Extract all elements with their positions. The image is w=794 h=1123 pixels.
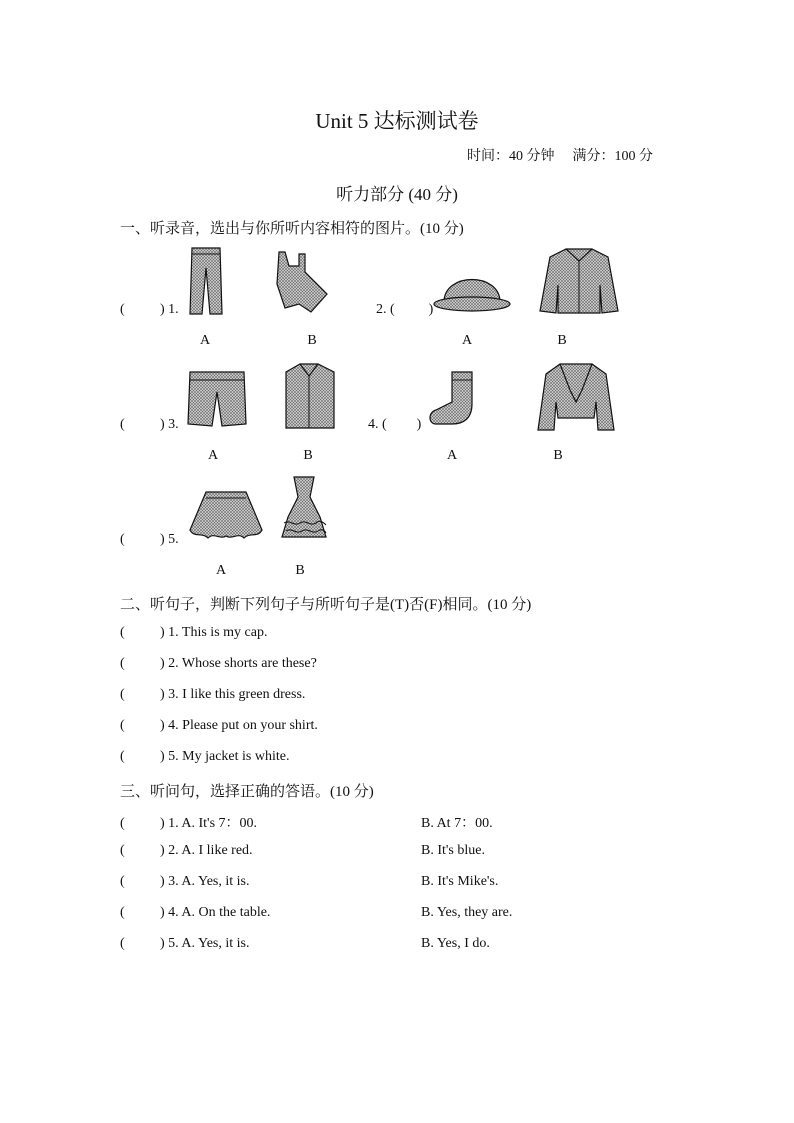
trousers-icon xyxy=(188,246,224,316)
q5-label-a: A xyxy=(215,563,227,578)
s2-item-3[interactable]: ( ) 3. I like this green dress. xyxy=(120,687,306,702)
s3-item-5-b: B. Yes, I do. xyxy=(421,936,490,951)
s3-item-3-b: B. It's Mike's. xyxy=(421,874,499,889)
part-title: 听力部分 (40 分) xyxy=(336,185,458,204)
q1-label-b: B xyxy=(307,333,317,348)
page-title: Unit 5 达标测试卷 xyxy=(315,109,479,133)
dress-icon xyxy=(265,248,331,314)
s2-item-5[interactable]: ( ) 5. My jacket is white. xyxy=(120,749,290,764)
q1-blank[interactable]: ( ) 1. xyxy=(120,302,179,317)
shorts-icon xyxy=(186,368,248,430)
q5-blank[interactable]: ( ) 5. xyxy=(120,532,179,547)
q1-label-a: A xyxy=(199,333,211,348)
s3-item-2-a[interactable]: ( ) 2. A. I like red. xyxy=(120,843,253,858)
time-limit: 时间：40 分钟 xyxy=(467,149,555,164)
q2-label-a: A xyxy=(461,333,473,348)
q5-label-b: B xyxy=(295,563,305,578)
section3-heading: 三、听问句，选择正确的答语。(10 分) xyxy=(120,784,374,800)
full-score: 满分：100 分 xyxy=(572,149,653,164)
q2-label-b: B xyxy=(557,333,567,348)
jacket-icon xyxy=(538,245,620,317)
s3-item-2-b: B. It's blue. xyxy=(421,843,485,858)
s3-item-5-a[interactable]: ( ) 5. A. Yes, it is. xyxy=(120,936,250,951)
s2-item-1[interactable]: ( ) 1. This is my cap. xyxy=(120,625,268,640)
q3-label-a: A xyxy=(207,448,219,463)
q4-label-b: B xyxy=(553,448,563,463)
shirt-icon xyxy=(280,362,338,432)
q4-label-a: A xyxy=(446,448,458,463)
s3-item-4-b: B. Yes, they are. xyxy=(421,905,513,920)
q2-blank[interactable]: 2. ( ) xyxy=(376,302,434,317)
frilly-dress-icon xyxy=(280,473,328,547)
q4-blank[interactable]: 4. ( ) xyxy=(368,417,422,432)
section1-heading: 一、听录音，选出与你所听内容相符的图片。(10 分) xyxy=(120,221,464,237)
s2-item-4[interactable]: ( ) 4. Please put on your shirt. xyxy=(120,718,318,733)
q3-label-b: B xyxy=(303,448,313,463)
sock-icon xyxy=(428,370,480,426)
section2-heading: 二、听句子，判断下列句子与所听句子是(T)否(F)相同。(10 分) xyxy=(120,597,532,613)
s3-item-1-b: B. At 7：00. xyxy=(421,816,493,831)
hat-icon xyxy=(430,262,514,314)
skirt-icon xyxy=(186,488,266,544)
s2-item-2[interactable]: ( ) 2. Whose shorts are these? xyxy=(120,656,317,671)
s3-item-3-a[interactable]: ( ) 3. A. Yes, it is. xyxy=(120,874,250,889)
s3-item-4-a[interactable]: ( ) 4. A. On the table. xyxy=(120,905,271,920)
q3-blank[interactable]: ( ) 3. xyxy=(120,417,179,432)
blazer-icon xyxy=(536,362,616,434)
s3-item-1-a[interactable]: ( ) 1. A. It's 7：00. xyxy=(120,816,258,831)
exam-meta xyxy=(467,145,653,165)
